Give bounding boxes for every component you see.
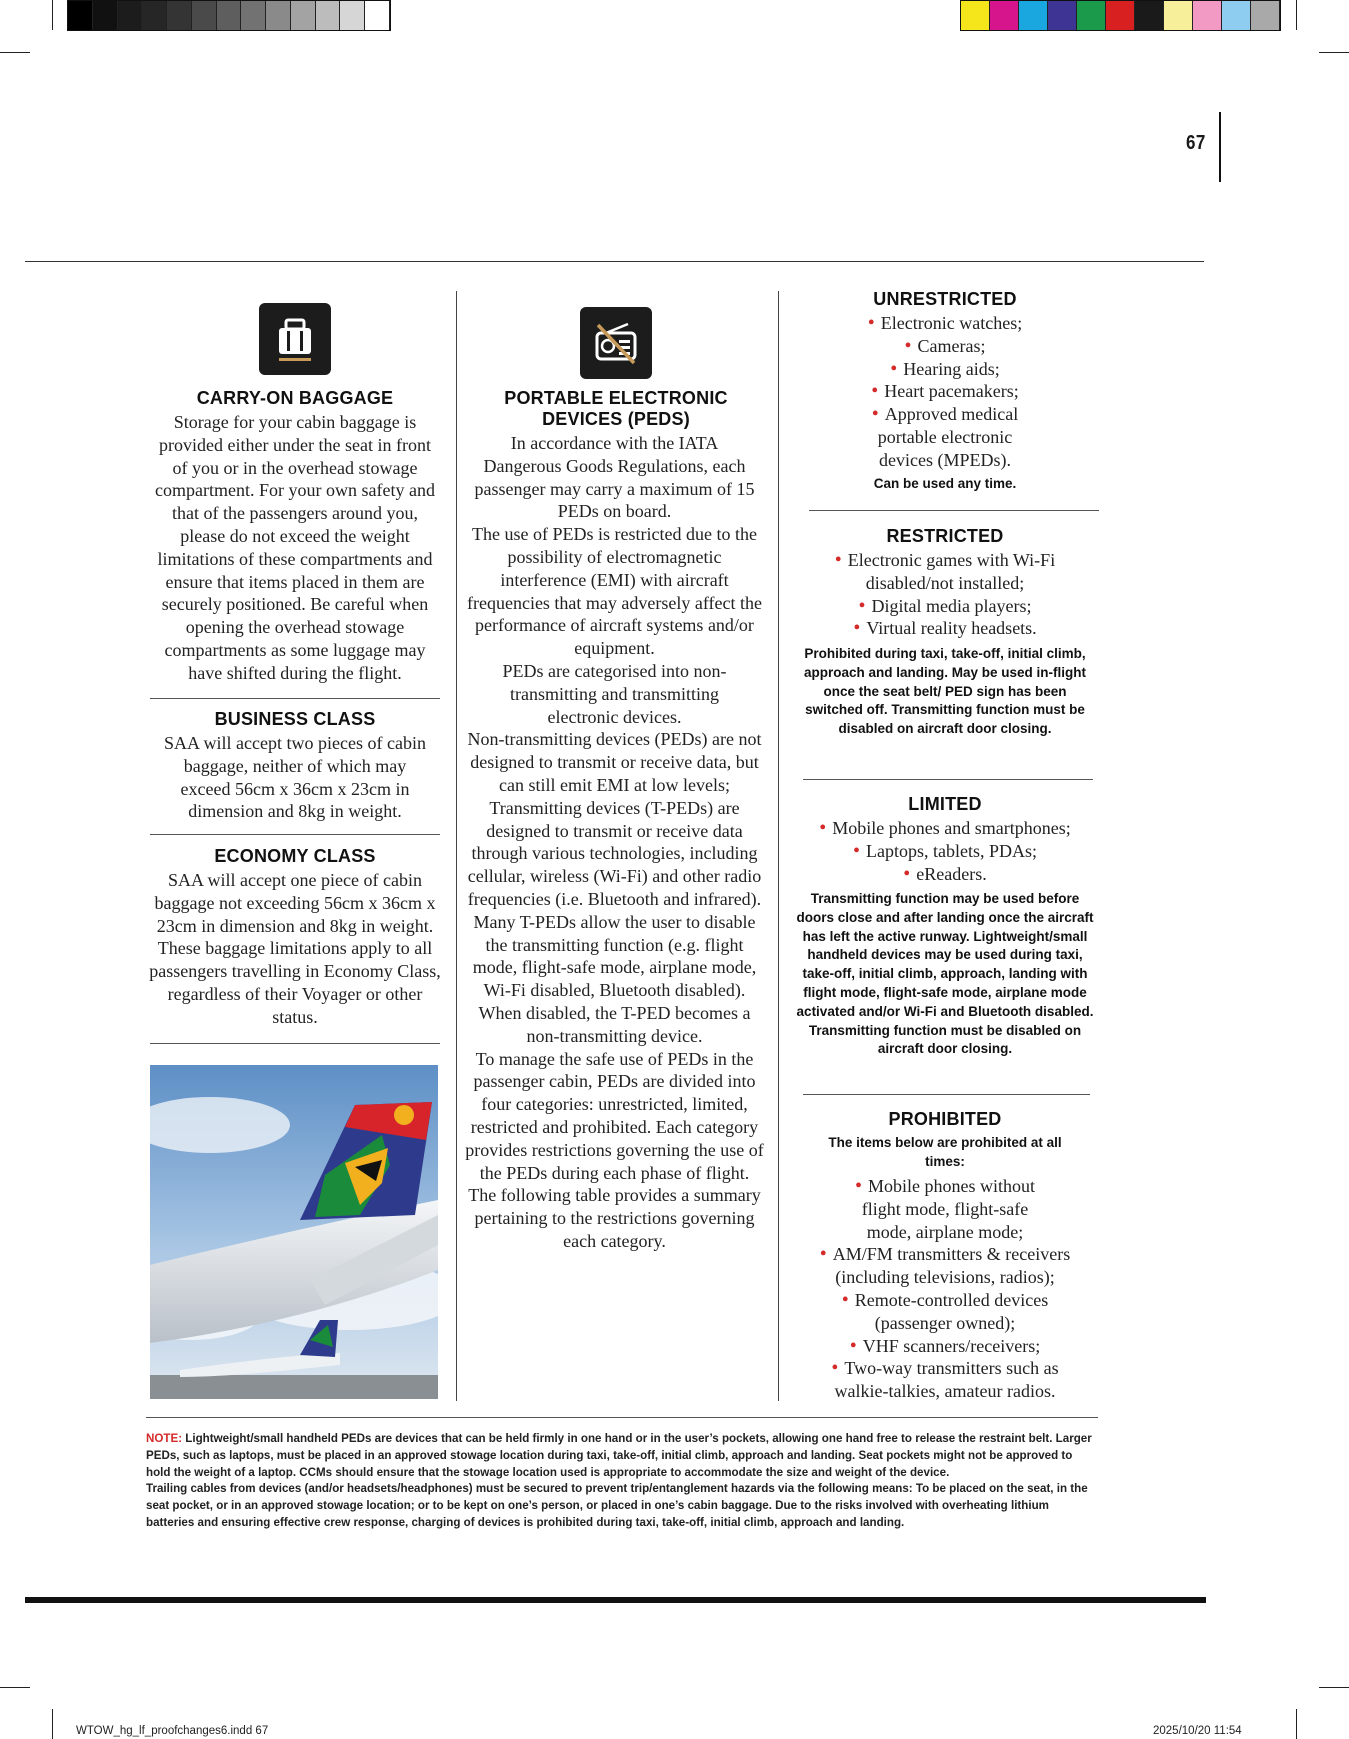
crop-mark-bottom-right-v xyxy=(1296,1709,1297,1739)
list-item: • Approved medical portable electronic devices (MPEDs). xyxy=(871,403,1019,470)
prohibited-note: The items below are prohibited at all times: xyxy=(828,1135,1062,1169)
peds-paragraph: The use of PEDs is restricted due to the possibility of electromagnetic interference (EMI) with aircraft frequencies that may adversely affect the performance of aircraft systems and/or equipment. xyxy=(466,524,763,659)
date-slug: 2025/10/20 11:54 xyxy=(1153,1725,1242,1737)
peds-heading-line1: PORTABLE ELECTRONIC xyxy=(504,388,728,408)
bottom-rule xyxy=(25,1597,1206,1603)
list-item: • eReaders. xyxy=(903,862,987,885)
color-swatch xyxy=(1077,1,1106,30)
color-swatch xyxy=(1106,1,1135,30)
list-item: • Laptops, tablets, PDAs; xyxy=(852,839,1037,862)
list-item: • Mobile phones and smartphones; xyxy=(819,817,1071,839)
list-item: • Electronic games with Wi-Fi disabled/not installed; xyxy=(834,549,1056,593)
folio-rule xyxy=(1219,112,1221,182)
footnote-paragraph-1: NOTE: Lightweight/small handheld PEDs are devices that can be held firmly in one hand or in the user’s pockets, allowing one hand free to release the restraint belt. Larger PEDs, such as laptops, must be placed in an approved stowage location during taxi, take-off, initial climb, approach and landing. Seat pockets might not be approved to hold the weight of a laptop. CCMs should ensure that the stowage location used is appropriate to accommodate the size and weight of the device. xyxy=(146,1432,1092,1479)
bullet-icon: • xyxy=(853,617,861,640)
color-swatch xyxy=(1048,1,1077,30)
color-swatch xyxy=(1019,1,1048,30)
color-swatch xyxy=(118,1,143,30)
file-slug: WTOW_hg_lf_proofchanges6.indd 67 xyxy=(76,1725,269,1737)
color-swatch xyxy=(1222,1,1251,30)
crop-mark-bottom-left-h xyxy=(0,1687,30,1688)
bullet-icon: • xyxy=(871,403,879,426)
divider-economy xyxy=(150,834,440,835)
color-swatch xyxy=(1193,1,1222,30)
peds-heading xyxy=(471,388,761,430)
peds-paragraph: To manage the safe use of PEDs in the passenger cabin, PEDs are divided into four categories: unrestricted, limited, restricted and prohibited. Each category provides restrictions governing the use of the PEDs during each phase of flight. The following table provides a summary pertaining to the restrictions governing each category. xyxy=(465,1048,764,1251)
carry-on-heading: CARRY-ON BAGGAGE xyxy=(196,388,394,408)
footnote xyxy=(146,1431,1098,1532)
color-swatch xyxy=(990,1,1019,30)
carry-on-body: Storage for your cabin baggage is provided either under the seat in front of you or in the overhead stowage compartment. For your own safety and that of the passengers around you, please do not exceed the weight limitations of these compartments and ensure that items placed in them are securely positioned. Be careful when opening the overhead stowage compartments as some luggage may have shifted during the flight. xyxy=(155,412,435,683)
color-swatch xyxy=(291,1,316,30)
color-swatch xyxy=(241,1,266,30)
crop-mark-bottom-left-v xyxy=(52,1709,53,1739)
list-item: • Digital media players; xyxy=(858,594,1032,617)
no-radio-icon xyxy=(580,307,652,379)
luggage-icon xyxy=(259,303,331,375)
peds-paragraph: Many T-PEDs allow the user to disable the transmitting function (e.g. flight mode, flight-safe mode, airplane mode, Wi-Fi disabled, Bluetooth disabled). When disabled, the T-PED becomes a non-transmitting device. xyxy=(472,911,757,1046)
list-item: • Two-way transmitters such as walkie-talkies, amateur radios. xyxy=(831,1357,1059,1402)
color-swatch xyxy=(316,1,341,30)
economy-class-body: SAA will accept one piece of cabin baggage not exceeding 56cm x 36cm x 23cm in dimension and 8kg in weight. These baggage limitations apply to all passengers travelling in Economy Class, regardless of their Voyager or other status. xyxy=(149,870,441,1027)
top-rule xyxy=(25,261,1204,262)
prohibited-list xyxy=(800,1175,1090,1403)
color-swatch xyxy=(266,1,291,30)
divider-restricted xyxy=(809,510,1099,511)
color-swatch xyxy=(93,1,118,30)
list-item: • Mobile phones without flight mode, flight-safe mode, airplane mode; xyxy=(854,1175,1035,1242)
bullet-icon: • xyxy=(819,817,827,839)
bullet-icon: • xyxy=(854,1175,862,1197)
bullet-icon: • xyxy=(834,549,842,571)
bullet-icon: • xyxy=(831,1357,839,1380)
crop-mark-top-left-v xyxy=(52,0,53,30)
peds-body xyxy=(464,432,765,1253)
bullet-icon: • xyxy=(841,1288,849,1311)
color-swatch xyxy=(1164,1,1193,30)
bullet-icon: • xyxy=(890,357,898,380)
restricted-note: Prohibited during taxi, take-off, initial climb, approach and landing. May be used in-flight once the seat belt/ PED sign has been switched off. Transmitting function must be disabled on aircraft door closing. xyxy=(803,646,1087,737)
color-swatch xyxy=(68,1,93,30)
bullet-icon: • xyxy=(867,312,875,334)
limited-heading: LIMITED xyxy=(908,794,982,814)
color-swatch xyxy=(961,1,990,30)
list-item: • Virtual reality headsets. xyxy=(853,617,1037,640)
crop-mark-top-right-h xyxy=(1319,52,1349,53)
list-item: • Electronic watches; xyxy=(867,312,1023,334)
business-class-heading: BUSINESS CLASS xyxy=(214,709,376,729)
unrestricted-list xyxy=(820,312,1070,472)
unrestricted-note: Can be used any time. xyxy=(873,476,1017,491)
color-swatch xyxy=(167,1,192,30)
prohibited-heading: PROHIBITED xyxy=(888,1109,1002,1129)
list-item: • AM/FM transmitters & receivers (including televisions, radios); xyxy=(819,1243,1071,1288)
restricted-heading: RESTRICTED xyxy=(886,526,1004,546)
color-swatch xyxy=(217,1,242,30)
list-item: • Cameras; xyxy=(904,334,986,357)
color-swatch xyxy=(365,1,390,30)
cmyk-color-bar xyxy=(960,0,1281,31)
divider-photo xyxy=(150,1043,440,1044)
footnote-paragraph-2: Trailing cables from devices (and/or headsets/headphones) must be secured to prevent trip/entanglement hazards via the following means: To be placed on the seat, in the seat pocket, or in an approved stowage location; or to be kept on one’s person, or placed in one’s cabin baggage. Due to the risks involved with overheating lithium batteries and ensuring effective crew response, charging of devices is prohibited during taxi, take-off, initial climb, approach and landing. xyxy=(146,1482,1088,1529)
divider-prohibited xyxy=(803,1094,1090,1095)
unrestricted-heading: UNRESTRICTED xyxy=(873,289,1017,309)
color-swatch xyxy=(1135,1,1164,30)
color-swatch xyxy=(142,1,167,30)
list-item: • VHF scanners/receivers; xyxy=(849,1334,1041,1357)
list-item: • Heart pacemakers; xyxy=(871,380,1019,403)
bullet-icon: • xyxy=(858,594,866,617)
list-item: • Hearing aids; xyxy=(890,357,1000,380)
bullet-icon: • xyxy=(852,839,860,862)
crop-mark-top-left-h xyxy=(0,52,30,53)
bullet-icon: • xyxy=(849,1334,857,1357)
peds-paragraph: Non-transmitting devices (PEDs) are not designed to transmit or receive data, but can still emit EMI at low levels; Transmitting devices (T-PEDs) are designed to transmit or receive data through various technologies, including cellular, wireless (Wi-Fi) and other radio frequencies (i.e. Bluetooth and infrared). xyxy=(467,729,762,909)
bullet-icon: • xyxy=(904,334,912,357)
crop-mark-bottom-right-h xyxy=(1319,1687,1349,1688)
peds-paragraph: PEDs are categorised into non-transmitting and transmitting electronic devices. xyxy=(502,660,727,727)
column-divider-1 xyxy=(456,291,457,1401)
color-swatch xyxy=(192,1,217,30)
peds-heading-line2: DEVICES (PEDS) xyxy=(542,409,690,429)
bullet-icon: • xyxy=(903,862,911,885)
page-number: 67 xyxy=(1186,132,1206,154)
divider-note xyxy=(146,1417,1098,1418)
limited-note: Transmitting function may be used before doors close and after landing once the aircraft has left the active runway. Lightweight/small handheld devices may be used during taxi, take-off, initial climb, approach, landing with flight mode, flight-safe mode, airplane mode activated and/or Wi-Fi and Bluetooth disabled. Transmitting function must be disabled on aircraft door closing. xyxy=(796,891,1094,1057)
divider-limited xyxy=(803,779,1093,780)
bullet-icon: • xyxy=(819,1243,827,1266)
color-swatch xyxy=(340,1,365,30)
divider-business xyxy=(150,698,440,699)
bullet-icon: • xyxy=(871,380,879,403)
business-class-body: SAA will accept two pieces of cabin baggage, neither of which may exceed 56cm x 36cm x 23cm in dimension and 8kg in weight. xyxy=(164,733,426,822)
column-divider-2 xyxy=(778,291,779,1401)
list-item: • Remote-controlled devices (passenger owned); xyxy=(841,1288,1049,1333)
economy-class-heading: ECONOMY CLASS xyxy=(214,846,376,866)
peds-paragraph: In accordance with the IATA Dangerous Goods Regulations, each passenger may carry a maximum of 15 PEDs on board. xyxy=(474,433,755,522)
restricted-list xyxy=(815,549,1075,640)
limited-list xyxy=(800,817,1090,885)
footnote-label: NOTE: xyxy=(146,1432,183,1445)
color-swatch xyxy=(1251,1,1280,30)
aircraft-tail-photo xyxy=(150,1065,438,1399)
crop-mark-top-right-v xyxy=(1296,0,1297,30)
grayscale-color-bar xyxy=(67,0,391,31)
